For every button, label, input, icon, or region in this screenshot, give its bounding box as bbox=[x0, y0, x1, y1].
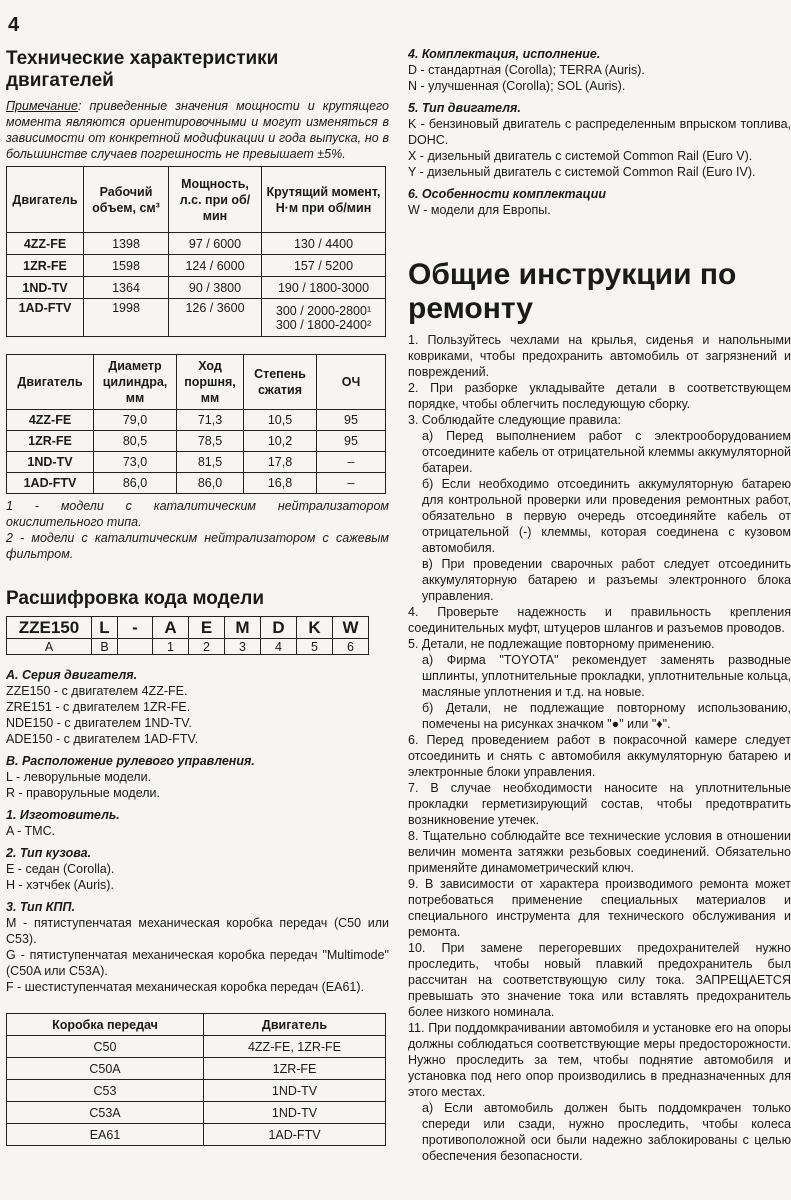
instruction-subitem: а) Фирма "TOYOTA" рекомендует заменять разводные шплинты, уплотнительные прокладки, уплотнительные кольца, масляные уплотнения и т.д. на новые. bbox=[422, 653, 791, 699]
footnote-1: 1 - модели с каталитическим нейтрализатором окислительного типа. bbox=[6, 499, 389, 529]
instruction-item: 11. При поддомкрачивании автомобиля и установке его на опоры должны соблюдаться соответствующие меры предосторожности. Нужно проследить за тем, чтобы поднятие автомобиля и установка под него опор производились в предназначенных для этого местах. bbox=[408, 1021, 791, 1099]
section-a-title: A. Серия двигателя. bbox=[6, 668, 138, 682]
table-cell: 90 / 3800 bbox=[169, 277, 262, 299]
table-cell: 86,0 bbox=[94, 473, 177, 494]
code-cell: A bbox=[153, 617, 189, 639]
table-cell: 86,0 bbox=[177, 473, 244, 494]
instruction-subitem: а) Перед выполнением работ с электрооборудованием отсоедините кабель от отрицательной клеммы аккумуляторной батареи. bbox=[422, 429, 791, 475]
instruction-item: 8. Тщательно соблюдайте все технические условия в отношении величин момента затяжки резьбовых соединений. Обязательно применяйте динамометрический ключ. bbox=[408, 829, 791, 875]
code-cell: L bbox=[92, 617, 118, 639]
table-cell: C53A bbox=[7, 1102, 204, 1124]
code-cell: W bbox=[333, 617, 369, 639]
code-index: 2 bbox=[189, 639, 225, 655]
section-3-f: F - шестиступенчатая механическая коробка передач (EA61). bbox=[6, 980, 364, 994]
table1-header-volume: Рабочий объем, см³ bbox=[84, 167, 169, 233]
table2-header-compression: Степень сжатия bbox=[244, 355, 317, 410]
footnote-2: 2 - модели с каталитическим нейтрализатором с сажевым фильтром. bbox=[6, 531, 389, 561]
table-cell: – bbox=[317, 452, 386, 473]
table-cell: 1ND-TV bbox=[7, 277, 84, 299]
code-index: 1 bbox=[153, 639, 189, 655]
decode-title: Расшифровка кода модели bbox=[6, 588, 265, 609]
torque-line-2: 300 / 1800-2400² bbox=[275, 317, 372, 332]
code-cell: K bbox=[297, 617, 333, 639]
table-row bbox=[7, 1080, 386, 1102]
table-cell: 71,3 bbox=[177, 410, 244, 431]
table-cell: 81,5 bbox=[177, 452, 244, 473]
table-cell: 157 / 5200 bbox=[262, 255, 386, 277]
code-index: 6 bbox=[333, 639, 369, 655]
section-5-line: K - бензиновый двигатель с распределенным впрыском топлива, DOHC. bbox=[408, 117, 791, 147]
table-cell: 1ZR-FE bbox=[7, 255, 84, 277]
table-row bbox=[7, 299, 386, 337]
code-cell: E bbox=[189, 617, 225, 639]
table-row bbox=[7, 410, 386, 431]
table-cell: 1ND-TV bbox=[204, 1080, 386, 1102]
table-cell-torque-multi bbox=[262, 299, 386, 337]
table-cell: 95 bbox=[317, 410, 386, 431]
code-index: 3 bbox=[225, 639, 261, 655]
section-3-g: G - пятиступенчатая механическая коробка передач "Multimode" (C50A или C53A). bbox=[6, 948, 389, 978]
code-index bbox=[118, 639, 153, 655]
table-cell: 4ZZ-FE bbox=[7, 410, 94, 431]
section-a-line: ZZE150 - с двигателем 4ZZ-FE. bbox=[6, 684, 188, 698]
table-cell: C50A bbox=[7, 1058, 204, 1080]
table-cell: 1398 bbox=[84, 233, 169, 255]
code-cell: - bbox=[118, 617, 153, 639]
instruction-item: 2. При разборке укладывайте детали в соответствующем порядке, чтобы облегчить последующую сборку. bbox=[408, 381, 791, 411]
table-cell: 80,5 bbox=[94, 431, 177, 452]
table-cell: 97 / 6000 bbox=[169, 233, 262, 255]
section-4-line: N - улучшенная (Corolla); SOL (Auris). bbox=[408, 79, 626, 93]
engine-power-table bbox=[6, 166, 386, 337]
section-b-line: R - праворульные модели. bbox=[6, 786, 161, 800]
note bbox=[6, 98, 389, 162]
code-cell: ZZE150 bbox=[7, 617, 92, 639]
table-cell: 1AD-FTV bbox=[7, 299, 84, 337]
table-cell: 1ZR-FE bbox=[204, 1058, 386, 1080]
table2-header-stroke: Ход поршня, мм bbox=[177, 355, 244, 410]
section-a-line: NDE150 - с двигателем 1ND-TV. bbox=[6, 716, 192, 730]
table-cell: 1AD-FTV bbox=[204, 1124, 386, 1146]
table1-header-torque: Крутящий момент, Н·м при об/мин bbox=[262, 167, 386, 233]
instruction-item: 7. В случае необходимости наносите на уплотнительные прокладки герметизирующий состав, чтобы предотвратить возникновение утечек. bbox=[408, 781, 791, 827]
section-a-line: ZRE151 - с двигателем 1ZR-FE. bbox=[6, 700, 191, 714]
section-a-line: ADE150 - с двигателем 1AD-FTV. bbox=[6, 732, 199, 746]
table-cell: 1ND-TV bbox=[7, 452, 94, 473]
table-cell: EA61 bbox=[7, 1124, 204, 1146]
table-cell: C50 bbox=[7, 1036, 204, 1058]
table-cell: 1364 bbox=[84, 277, 169, 299]
section-2-line: E - седан (Corolla). bbox=[6, 862, 115, 876]
table-cell: 1ND-TV bbox=[204, 1102, 386, 1124]
table-cell: 1ZR-FE bbox=[7, 431, 94, 452]
section-4-title: 4. Комплектация, исполнение. bbox=[408, 47, 601, 61]
section-2-title: 2. Тип кузова. bbox=[6, 846, 92, 860]
table1-header-engine: Двигатель bbox=[7, 167, 84, 233]
note-text: : приведенные значения мощности и крутящего момента являются ориентировочными и могут изменяться в зависимости от конкретной модификации и года выпуска, но в большинстве случаев погрешность не превышает ±5%. bbox=[6, 99, 389, 161]
spec-title-line-2: двигателей bbox=[6, 70, 114, 91]
table-cell: 10,2 bbox=[244, 431, 317, 452]
code-index: 5 bbox=[297, 639, 333, 655]
table1-header-power: Мощность, л.с. при об/мин bbox=[169, 167, 262, 233]
gear-header-gearbox: Коробка передач bbox=[7, 1014, 204, 1036]
instruction-item: 4. Проверьте надежность и правильность крепления соединительных муфт, штуцеров шлангов и разъемов проводов. bbox=[408, 605, 791, 635]
table-row bbox=[7, 277, 386, 299]
section-5-line: Y - дизельный двигатель с системой Common Rail (Euro IV). bbox=[408, 165, 756, 179]
table-cell: 1998 bbox=[84, 299, 169, 337]
code-index: A bbox=[7, 639, 92, 655]
instruction-subitem: а) Если автомобиль должен быть поддомкрачен только спереди или сзади, нужно проследить, чтобы колеса противоположной оси были надежно заблокированы с целью обеспечения безопасности. bbox=[422, 1101, 791, 1163]
torque-line-1: 300 / 2000-2800¹ bbox=[275, 303, 372, 318]
table-cell: 79,0 bbox=[94, 410, 177, 431]
table-row bbox=[7, 473, 386, 494]
section-1-line: A - TMC. bbox=[6, 824, 56, 838]
table-cell: 4ZZ-FE, 1ZR-FE bbox=[204, 1036, 386, 1058]
table-row bbox=[7, 233, 386, 255]
table2-header-octane: ОЧ bbox=[317, 355, 386, 410]
table-cell: 10,5 bbox=[244, 410, 317, 431]
instruction-item: 6. Перед проведением работ в покрасочной камере следует отсоединить и снять с автомобиля аккумуляторную батарею и электронные блоки управления. bbox=[408, 733, 791, 779]
instruction-item: 5. Детали, не подлежащие повторному применению. bbox=[408, 637, 715, 651]
section-1-title: 1. Изготовитель. bbox=[6, 808, 120, 822]
table-cell: C53 bbox=[7, 1080, 204, 1102]
table-row bbox=[7, 431, 386, 452]
page-number: 4 bbox=[8, 14, 20, 36]
table-cell: 130 / 4400 bbox=[262, 233, 386, 255]
general-title-line-2: ремонту bbox=[408, 292, 533, 325]
table-cell: 17,8 bbox=[244, 452, 317, 473]
table-row bbox=[7, 1058, 386, 1080]
instruction-subitem: б) Детали, не подлежащие повторному использованию, помечены на рисунках значком "●" или "♦". bbox=[422, 701, 791, 731]
instruction-item: 1. Пользуйтесь чехлами на крылья, сиденья и напольными ковриками, чтобы предохранить автомобиль от загрязнений и повреждений. bbox=[408, 333, 791, 379]
section-5-line: X - дизельный двигатель с системой Common Rail (Euro V). bbox=[408, 149, 753, 163]
general-instructions-title bbox=[408, 258, 791, 326]
table-cell: 1AD-FTV bbox=[7, 473, 94, 494]
table-row bbox=[7, 255, 386, 277]
instruction-item: 3. Соблюдайте следующие правила: bbox=[408, 413, 621, 427]
gear-header-engine: Двигатель bbox=[204, 1014, 386, 1036]
spec-title-line-1: Технические характеристики bbox=[6, 48, 279, 69]
instruction-item: 10. При замене перегоревших предохранителей нужно проследить, чтобы новый плавкий предохранитель был рассчитан на соответствующую силу тока. ЗАПРЕЩАЕТСЯ превышать это значение тока или вставлять предохранитель более низкого номинала. bbox=[408, 941, 791, 1019]
code-index: 4 bbox=[261, 639, 297, 655]
engine-geometry-table bbox=[6, 354, 386, 494]
note-label: Примечание bbox=[6, 99, 78, 113]
model-code-table bbox=[6, 616, 369, 655]
section-6-line: W - модели для Европы. bbox=[408, 203, 551, 217]
table-cell: 16,8 bbox=[244, 473, 317, 494]
table-row bbox=[7, 1124, 386, 1146]
table-row bbox=[7, 452, 386, 473]
table-cell: 126 / 3600 bbox=[169, 299, 262, 337]
section-b-line: L - леворульные модели. bbox=[6, 770, 152, 784]
instruction-subitem: б) Если необходимо отсоединить аккумуляторную батарею для контрольной проверки или проведения ремонтных работ, обязательно в первую очередь отсоединяйте кабель от отрицательной (-) клеммы, которая соединена с кузовом автомобиля. bbox=[422, 477, 791, 555]
table-cell: 73,0 bbox=[94, 452, 177, 473]
code-cell: M bbox=[225, 617, 261, 639]
gearbox-table bbox=[6, 1013, 386, 1146]
table-cell: 190 / 1800-3000 bbox=[262, 277, 386, 299]
table-cell: – bbox=[317, 473, 386, 494]
table2-header-engine: Двигатель bbox=[7, 355, 94, 410]
general-title-line-1: Общие инструкции по bbox=[408, 258, 737, 291]
table-cell: 1598 bbox=[84, 255, 169, 277]
section-5-title: 5. Тип двигателя. bbox=[408, 101, 521, 115]
table-cell: 78,5 bbox=[177, 431, 244, 452]
table-cell: 124 / 6000 bbox=[169, 255, 262, 277]
table-cell: 4ZZ-FE bbox=[7, 233, 84, 255]
section-6-title: 6. Особенности комплектации bbox=[408, 187, 606, 201]
table2-header-bore: Диаметр цилиндра, мм bbox=[94, 355, 177, 410]
section-4-line: D - стандартная (Corolla); TERRA (Auris). bbox=[408, 63, 645, 77]
code-cell: D bbox=[261, 617, 297, 639]
section-3-m: M - пятиступенчатая механическая коробка передач (C50 или C53). bbox=[6, 916, 389, 946]
table-cell: 95 bbox=[317, 431, 386, 452]
section-3-title: 3. Тип КПП. bbox=[6, 900, 75, 914]
section-b-title: B. Расположение рулевого управления. bbox=[6, 754, 255, 768]
section-2-line: H - хэтчбек (Auris). bbox=[6, 878, 114, 892]
table-row bbox=[7, 1102, 386, 1124]
code-index: B bbox=[92, 639, 118, 655]
table-row bbox=[7, 1036, 386, 1058]
right-column bbox=[408, 46, 791, 1164]
left-column bbox=[6, 48, 389, 1146]
instruction-subitem: в) При проведении сварочных работ следует отсоединить аккумуляторную батарею и разъемы электронного блока управления. bbox=[422, 557, 791, 603]
instruction-item: 9. В зависимости от характера производимого ремонта может потребоваться применение специальных материалов и специального инструмента для технического обслуживания и ремонта. bbox=[408, 877, 791, 939]
spec-title bbox=[6, 48, 389, 92]
